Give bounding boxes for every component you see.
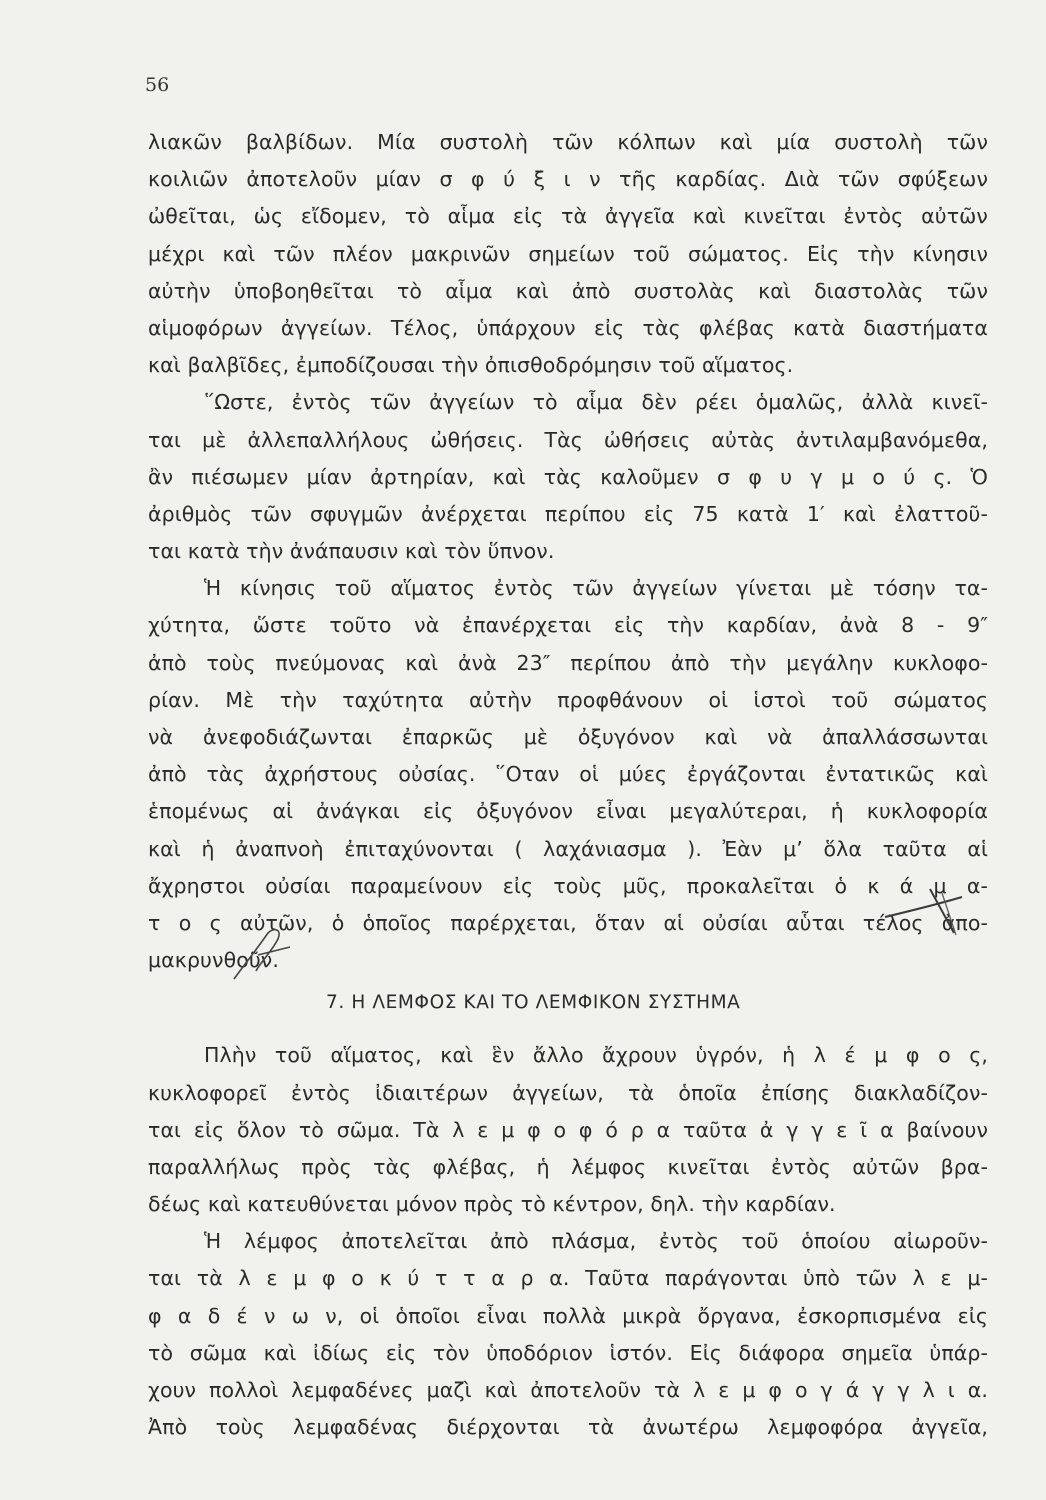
text-line: αἱμοφόρων ἀγγείων. Τέλος, ὑπάρχουν εἰς τὰς φλέβας κατὰ διαστήματα [148,315,988,340]
text-line: ἄχρηστοι οὐσίαι παραμείνουν εἰς τοὺς μῦς, προκαλεῖται ὁ κ ά μ α- [148,873,988,898]
text-line: καὶ ἡ ἀναπνοὴ ἐπιταχύνονται ( λαχάνιασμα ). Ἐὰν μ’ ὅλα ταῦτα αἱ [148,836,988,861]
section-heading-block [148,979,988,1037]
text-line: ἑπομένως αἱ ἀνάγκαι εἰς ὀξυγόνον εἶναι μεγαλύτεραι, ἡ κυκλοφορία [148,799,988,824]
text-line: λιακῶν βαλβίδων. Μία συστολὴ τῶν κόλπων καὶ μία συστολὴ τῶν [148,130,988,154]
text-line: μέχρι καὶ τῶν πλέον μακρινῶν σημείων τοῦ σώματος. Εἰς τὴν κίνησιν [148,241,988,266]
text-line: φ α δ έ ν ω ν, οἱ ὁποῖοι εἶναι πολλὰ μικρὰ ὄργανα, ἐσκορπισμένα εἰς [148,1303,988,1328]
text-line: χουν πολλοὶ λεμφαδένες μαζὶ καὶ ἀποτελοῦν τὰ λ ε μ φ ο γ ά γ γ λ ι α. [148,1378,988,1402]
text-line: αὐτὴν ὑποβοηθεῖται τὸ αἷμα καὶ ἀπὸ συστολὰς καὶ διαστολὰς τῶν [148,278,988,303]
text-line: ἀπὸ τὰς ἀχρήστους οὐσίας. ῞Οταν οἱ μύες ἐργάζονται ἐντατικῶς καὶ [148,762,988,787]
text-line: ται εἰς ὅλον τὸ σῶμα. Τὰ λ ε μ φ ο φ ό ρ α ταῦτα ἀ γ γ ε ῖ α βαίνουν [148,1117,988,1142]
page-number: 56 [145,74,170,96]
section-1 [148,124,988,979]
text-line: ται μὲ ἀλλεπαλλήλους ὠθήσεις. Τὰς ὠθήσεις αὐτὰς ἀντιλαμβανόμεθα, [148,427,988,452]
text-line: κυκλοφορεῖ ἐντὸς ἰδιαιτέρων ἀγγείων, τὰ ὁποῖα ἐπίσης διακλαδίζον- [148,1080,988,1105]
text-line: καὶ βαλβῖδες, ἐμποδίζουσαι τὴν ὀπισθοδρόμησιν τοῦ αἵματος. [148,353,794,378]
text-line: ἂν πιέσωμεν μίαν ἀρτηρίαν, καὶ τὰς καλοῦμεν σ φ υ γ μ ο ύ ς. Ὁ [148,464,988,489]
text-line: Ἡ κίνησις τοῦ αἵματος ἐντὸς τῶν ἀγγείων γίνεται μὲ τόσην τα- [204,576,988,601]
text-line: ἀριθμὸς τῶν σφυγμῶν ἀνέρχεται περίπου εἰς 75 κατὰ 1′ καὶ ἐλαττοῦ- [148,501,988,526]
pen-mark-icon [880,875,990,945]
text-line: ῞Ωστε, ἐντὸς τῶν ἀγγείων τὸ αἷμα δὲν ρέει ὁμαλῶς, ἀλλὰ κινεῖ- [204,390,988,415]
text-line: ὠθεῖται, ὡς εἴδομεν, τὸ αἷμα εἰς τὰ ἀγγεῖα καὶ κινεῖται ἐντὸς αὐτῶν [148,204,988,229]
text-line: ται κατὰ τὴν ἀνάπαυσιν καὶ τὸν ὕπνον. [148,539,555,564]
text-line: μακρυνθοῦν. [148,948,279,973]
text-line: τ ο ς αὐτῶν, ὁ ὁποῖος παρέρχεται, ὅταν αἱ οὐσίαι αὗται τέλος ἀπο- [148,910,988,935]
text-line: χύτητα, ὥστε τοῦτο νὰ ἐπανέρχεται εἰς τὴν καρδίαν, ἀνὰ 8 - 9″ [148,613,988,638]
text-line: παραλλήλως πρὸς τὰς φλέβας, ἡ λέμφος κινεῖται ἐντὸς αὐτῶν βρα- [148,1154,988,1179]
body-text [148,124,988,1446]
text-line: ται τὰ λ ε μ φ ο κ ύ τ τ α ρ α. Ταῦτα παράγονται ὑπὸ τῶν λ ε μ- [148,1266,988,1291]
section-2 [148,1037,988,1446]
text-line: Ἀπὸ τοὺς λεμφαδένας διέρχονται τὰ ἀνωτέρω λεμφοφόρα ἀγγεῖα, [148,1415,988,1440]
text-line: νὰ ἀνεφοδιάζωνται ἐπαρκῶς μὲ ὀξυγόνον καὶ νὰ ἀπαλλάσσωνται [148,725,988,749]
text-line: δέως καὶ κατευθύνεται μόνον πρὸς τὸ κέντρον, δηλ. τὴν καρδίαν. [148,1192,836,1217]
text-line: Ἡ λέμφος ἀποτελεῖται ἀπὸ πλάσμα, ἐντὸς τοῦ ὁποίου αἰωροῦν- [204,1229,988,1254]
text-line: ρίαν. Μὲ τὴν ταχύτητα αὐτὴν προφθάνουν οἱ ἱστοὶ τοῦ σώματος [148,687,988,712]
text-line: Πλὴν τοῦ αἵματος, καὶ ἓν ἄλλο ἄχρουν ὑγρόν, ἡ λ έ μ φ ο ς, [204,1043,988,1068]
text-line: ἀπὸ τοὺς πνεύμονας καὶ ἀνὰ 23″ περίπου ἀπὸ τὴν μεγάλην κυκλοφο- [148,650,988,675]
section-heading: 7. Η ΛΕΜΦΟΣ ΚΑΙ ΤΟ ΛΕΜΦΙΚΟΝ ΣΥΣΤΗΜΑ [326,992,741,1014]
text-line: κοιλιῶν ἀποτελοῦν μίαν σ φ ύ ξ ι ν τῆς καρδίας. Διὰ τῶν σφύξεων [148,167,988,192]
pen-scribble-icon [228,925,298,985]
text-line: τὸ σῶμα καὶ ἰδίως εἰς τὸν ὑποδόριον ἱστόν. Εἰς διάφορα σημεῖα ὑπάρ- [148,1340,988,1365]
